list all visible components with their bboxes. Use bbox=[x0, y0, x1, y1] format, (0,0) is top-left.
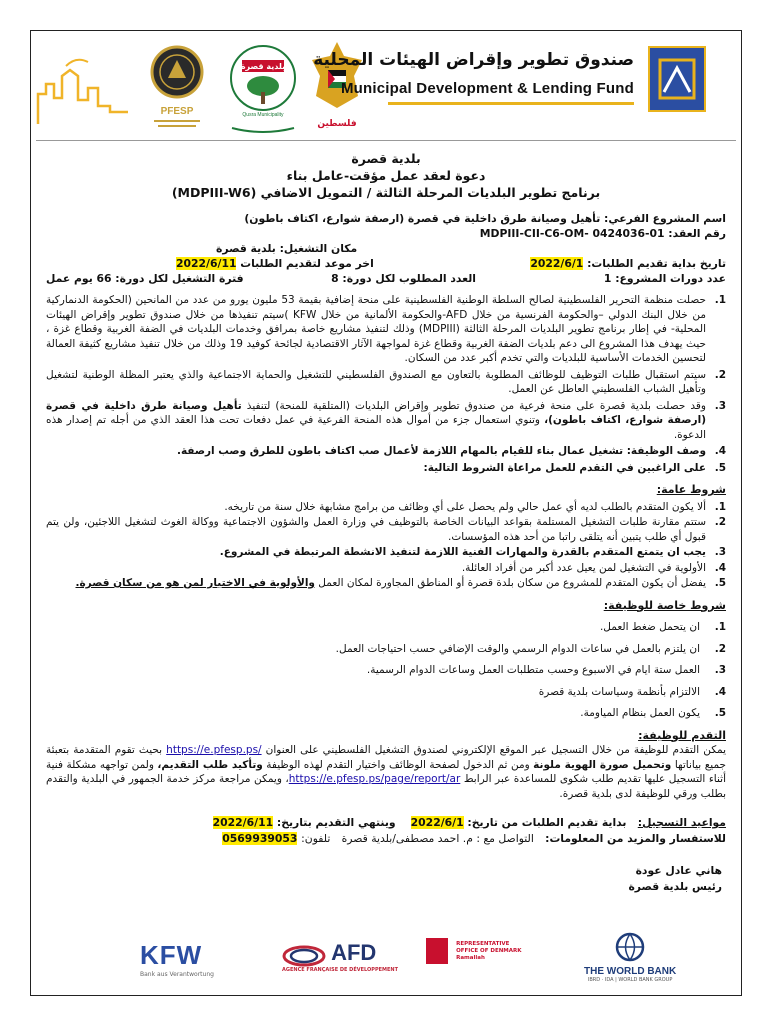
list-item: 2. سيتم استقبال طلبات التوظيف للوظائف المطلوبة بالتعاون مع الصندوق الفلسطيني للتشغيل والحماية الاجتماعية والذي يعتبر المظلة الوطنية لتشغيل وتأهيل الشباب الفلسطيني العاطل عن العمل. bbox=[46, 368, 726, 395]
list-item: 3. يجب ان يتمتع المتقدم بالقدرة والمهارات الفنية اللازمة لتنفيذ الانشطة المرتبطة في المشروع. bbox=[219, 546, 726, 558]
list-item: 1. ألا يكون المتقدم بالطلب لديه أي عمل حالي ولم يحصل على أي وظائف من برامج مشابهة خلال سنة من تاريخه. bbox=[224, 500, 726, 513]
complaint-report-link[interactable]: https://e.pfesp.ps/page/report/ar bbox=[288, 773, 461, 785]
letterhead bbox=[36, 36, 736, 136]
general-conditions-list bbox=[46, 500, 726, 591]
start-date-label: تاريخ بداية تقديم الطلبات: bbox=[587, 257, 726, 270]
list-item: 2. ان يلتزم بالعمل في ساعات الدوام الرسمي والوقت الإضافي حسب احتياجات العمل. bbox=[335, 642, 726, 655]
list-item: 3. العمل ستة ايام في الاسبوع وحسب متطلبات العمل وساعات الدوام الرسمية. bbox=[366, 664, 726, 676]
apply-paragraph: يمكن التقدم للوظيفة من خلال التسجيل عبر الموقع الإلكتروني لصندوق التشغيل الفلسطيني على العنوان https://e.pfesp.ps/ بحيث تقوم المتقدمة بتعبئة جميع بياناتها وتحميل صورة الهوية ملونة ومن ثم الدخول لصفحة الوظائف واختيار التقدم لهذه الوظيفة وتأكيد طلب التقديم، ولمن تواجهه مشكلة فنية أثناء التسجيل عليها تقديم طلب شكوى للمساعدة عبر الرابط https://e.pfesp.ps/page/report/ar، ويمكن مراجعة مركز خدمة الجمهور في البلدية والتقدم بطلب ورقي للوظيفة لدى بلدية قصرة. bbox=[46, 744, 727, 800]
list-item: 3. وقد حصلت بلدية قصرة على منحة فرعية من صندوق تطوير وإقراض البلديات (المتلقية للمنحة) لتنفيذ تأهيل وصيانة طرق داخلية في قصرة (ارصفة شوارع، اكتاف باطون)، وتنوي استعمال جزء من أموال هذه المنحة الفرعية في عمل دفعات تحت هذا العقد الذي من أجله تم إصدار هذه الدعوة. bbox=[46, 399, 726, 441]
title-municipality: بلدية قصرة bbox=[351, 151, 421, 166]
list-item: 1. ان يتحمل ضغط العمل. bbox=[599, 621, 726, 633]
mdlf-logo bbox=[648, 46, 706, 112]
special-conditions-list bbox=[46, 620, 726, 721]
qusra-municipality-logo bbox=[228, 36, 298, 136]
title-invitation: دعوة لعقد عمل مؤقت-عامل بناء bbox=[286, 168, 486, 183]
list-item: 5. يكون العمل بنظام المياومة. bbox=[580, 707, 726, 719]
afd-logo: AFD AGENCE FRANÇAISE DE DÉVELOPPEMENT bbox=[282, 940, 399, 973]
svg-text:Qusra Municipality: Qusra Municipality bbox=[242, 112, 284, 118]
registration-start-date: 2022/6/1 bbox=[410, 816, 464, 829]
project-cycles: عدد دورات المشروع: 1 bbox=[603, 272, 726, 285]
list-item: 5. يفضل أن يكون المتقدم للمشروع من سكان بلدة قصرة أو المناطق المجاورة لمكان العمل والأولوية في الاختيار لمن هو من سكان قصرة. bbox=[75, 577, 726, 589]
intro-list bbox=[46, 293, 726, 475]
list-item: 5. على الراغبين في التقدم للعمل مراعاة الشروط التالية: bbox=[423, 461, 726, 474]
contract-number: رقم العقد: MDPIII-CII-C6-OM- 0424036-01 bbox=[479, 227, 726, 240]
end-date-field bbox=[176, 257, 374, 272]
pfesp-registration-link[interactable]: https://e.pfesp.ps/ bbox=[166, 744, 262, 756]
signatory-name: هاني عادل عودة bbox=[635, 864, 722, 877]
registration-end-date: 2022/6/11 bbox=[212, 816, 274, 829]
donor-logos bbox=[36, 928, 736, 988]
svg-text:فلسطين: فلسطين bbox=[317, 119, 357, 129]
world-bank-logo: THE WORLD BANK IBRD · IDA | WORLD BANK GROUP bbox=[584, 932, 676, 983]
list-item: 4. الأولوية في التشغيل لمن يعيل عدد أكبر من أفراد العائلة. bbox=[461, 561, 726, 574]
start-date-value: 2022/6/1 bbox=[530, 257, 584, 270]
end-date-value: 2022/6/11 bbox=[176, 257, 237, 270]
svg-text:بلدية قصرة: بلدية قصرة bbox=[240, 62, 286, 71]
contact-label: للاستفسار والمزيد من المعلومات: bbox=[545, 832, 726, 845]
signature-block bbox=[46, 863, 726, 895]
special-conditions-heading: شروط خاصة للوظيفة: bbox=[603, 598, 726, 612]
workers-per-cycle: العدد المطلوب لكل دورة: 8 bbox=[331, 272, 476, 285]
denmark-crest-icon bbox=[426, 938, 448, 964]
registration-label: مواعيد التسجيل: bbox=[637, 816, 726, 829]
fund-name-arabic: صندوق تطوير وإقراض الهيئات المحلية bbox=[313, 50, 634, 70]
start-date-field bbox=[530, 257, 726, 272]
general-conditions-heading: شروط عامة: bbox=[656, 483, 726, 496]
operation-place: مكان التشغيل: بلدية قصرة bbox=[216, 242, 358, 255]
announcement-title bbox=[36, 150, 736, 201]
announcement-body bbox=[46, 212, 726, 895]
list-item: 4. وصف الوظيفة: تشغيل عمال بناء للقيام بالمهام اللازمة لأعمال صب اكتاف باطون للطرق وصب ارصفة. bbox=[176, 445, 726, 457]
signatory-title: رئيس بلدية قصرة bbox=[628, 880, 722, 893]
contact-phone: 0569939053 bbox=[222, 832, 298, 845]
registration-dates: مواعيد التسجيل: بداية تقديم الطلبات من تاريخ: 2022/6/1 وينتهي التقديم بتاريخ: 2022/6/11 للاستفسار والمزيد من المعلومات: التواصل مع : م. احمد مصطفى/بلدية قصرة تلفون: 0569939053 bbox=[212, 816, 726, 845]
list-item: 2. ستتم مقارنة طلبات التشغيل المستلمة بقواعد البيانات الخاصة بالتوظيف في وزارة العمل والشؤون الاجتماعية ووكالة الغوث لتشغيل اللاجئين، ولن يتم قبول أي طلب يتبين أنه يتلقى راتبا من أحد هذه المؤسسات. bbox=[46, 516, 726, 543]
pfesp-logo bbox=[144, 42, 210, 132]
list-item: 1. حصلت منظمة التحرير الفلسطينية لصالح السلطة الوطنية الفلسطينية على منحة إضافية بقيمة 53 مليون يورو من عدد من المانحين (الحكومة الدنماركية من خلال البنك الدولي –والحكومة الفرنسية من خلال AFD-والحكومة الألمانية من خلال KFW )سيتم تنفيذها من خلال صندوق تطوير وإقراض الهيئات المحلية- في إطار برنامج تطوير البلديات المرحلة الثالثة (MDPIII) وذلك لتنفيذ مشاريع خاصة بمرافق وخدمات البلديات في الضفة الغربية وقطاع غزة ، حيث يهدف هذا المشروع الى دعم بلديات الضفة الغربية وقطاع غزة لمواجهة الآثار الاقتصادية لجائحة كوفيد 19 وذلك من خلال تنفيذ مشاريع كثيفة العمالة لتحسين الخدمات الأساسية للبلديات والتي تخدم أكبر عدد من السكان. bbox=[46, 294, 726, 364]
operation-period: فترة التشغيل لكل دورة: 66 يوم عمل bbox=[46, 272, 244, 285]
globe-icon bbox=[615, 932, 645, 962]
fund-name-english: Municipal Development & Lending Fund bbox=[340, 80, 634, 97]
subproject-name: اسم المشروع الفرعي: تأهيل وصيانة طرق داخلية في قصرة (ارصفة شوارع، اكتاف باطون) bbox=[244, 212, 726, 225]
denmark-office-logo: REPRESENTATIVE OFFICE OF DENMARK Ramallah bbox=[426, 938, 526, 964]
fund-underline bbox=[388, 102, 634, 105]
header-divider bbox=[36, 140, 736, 141]
title-program: برنامج تطوير البلديات المرحلة الثالثة / التمويل الاضافي (MDPIII-W6) bbox=[171, 185, 601, 200]
apply-heading: التقدم للوظيفة: bbox=[638, 728, 726, 742]
svg-text:PFESP: PFESP bbox=[160, 106, 194, 117]
decorative-skyline-graphic bbox=[36, 54, 132, 134]
list-item: 4. الالتزام بأنظمة وسياسات بلدية قصرة bbox=[538, 685, 726, 698]
end-date-label: اخر موعد لتقديم الطلبات bbox=[240, 257, 374, 270]
kfw-logo: KFW Bank aus Verantwortung bbox=[140, 940, 214, 978]
